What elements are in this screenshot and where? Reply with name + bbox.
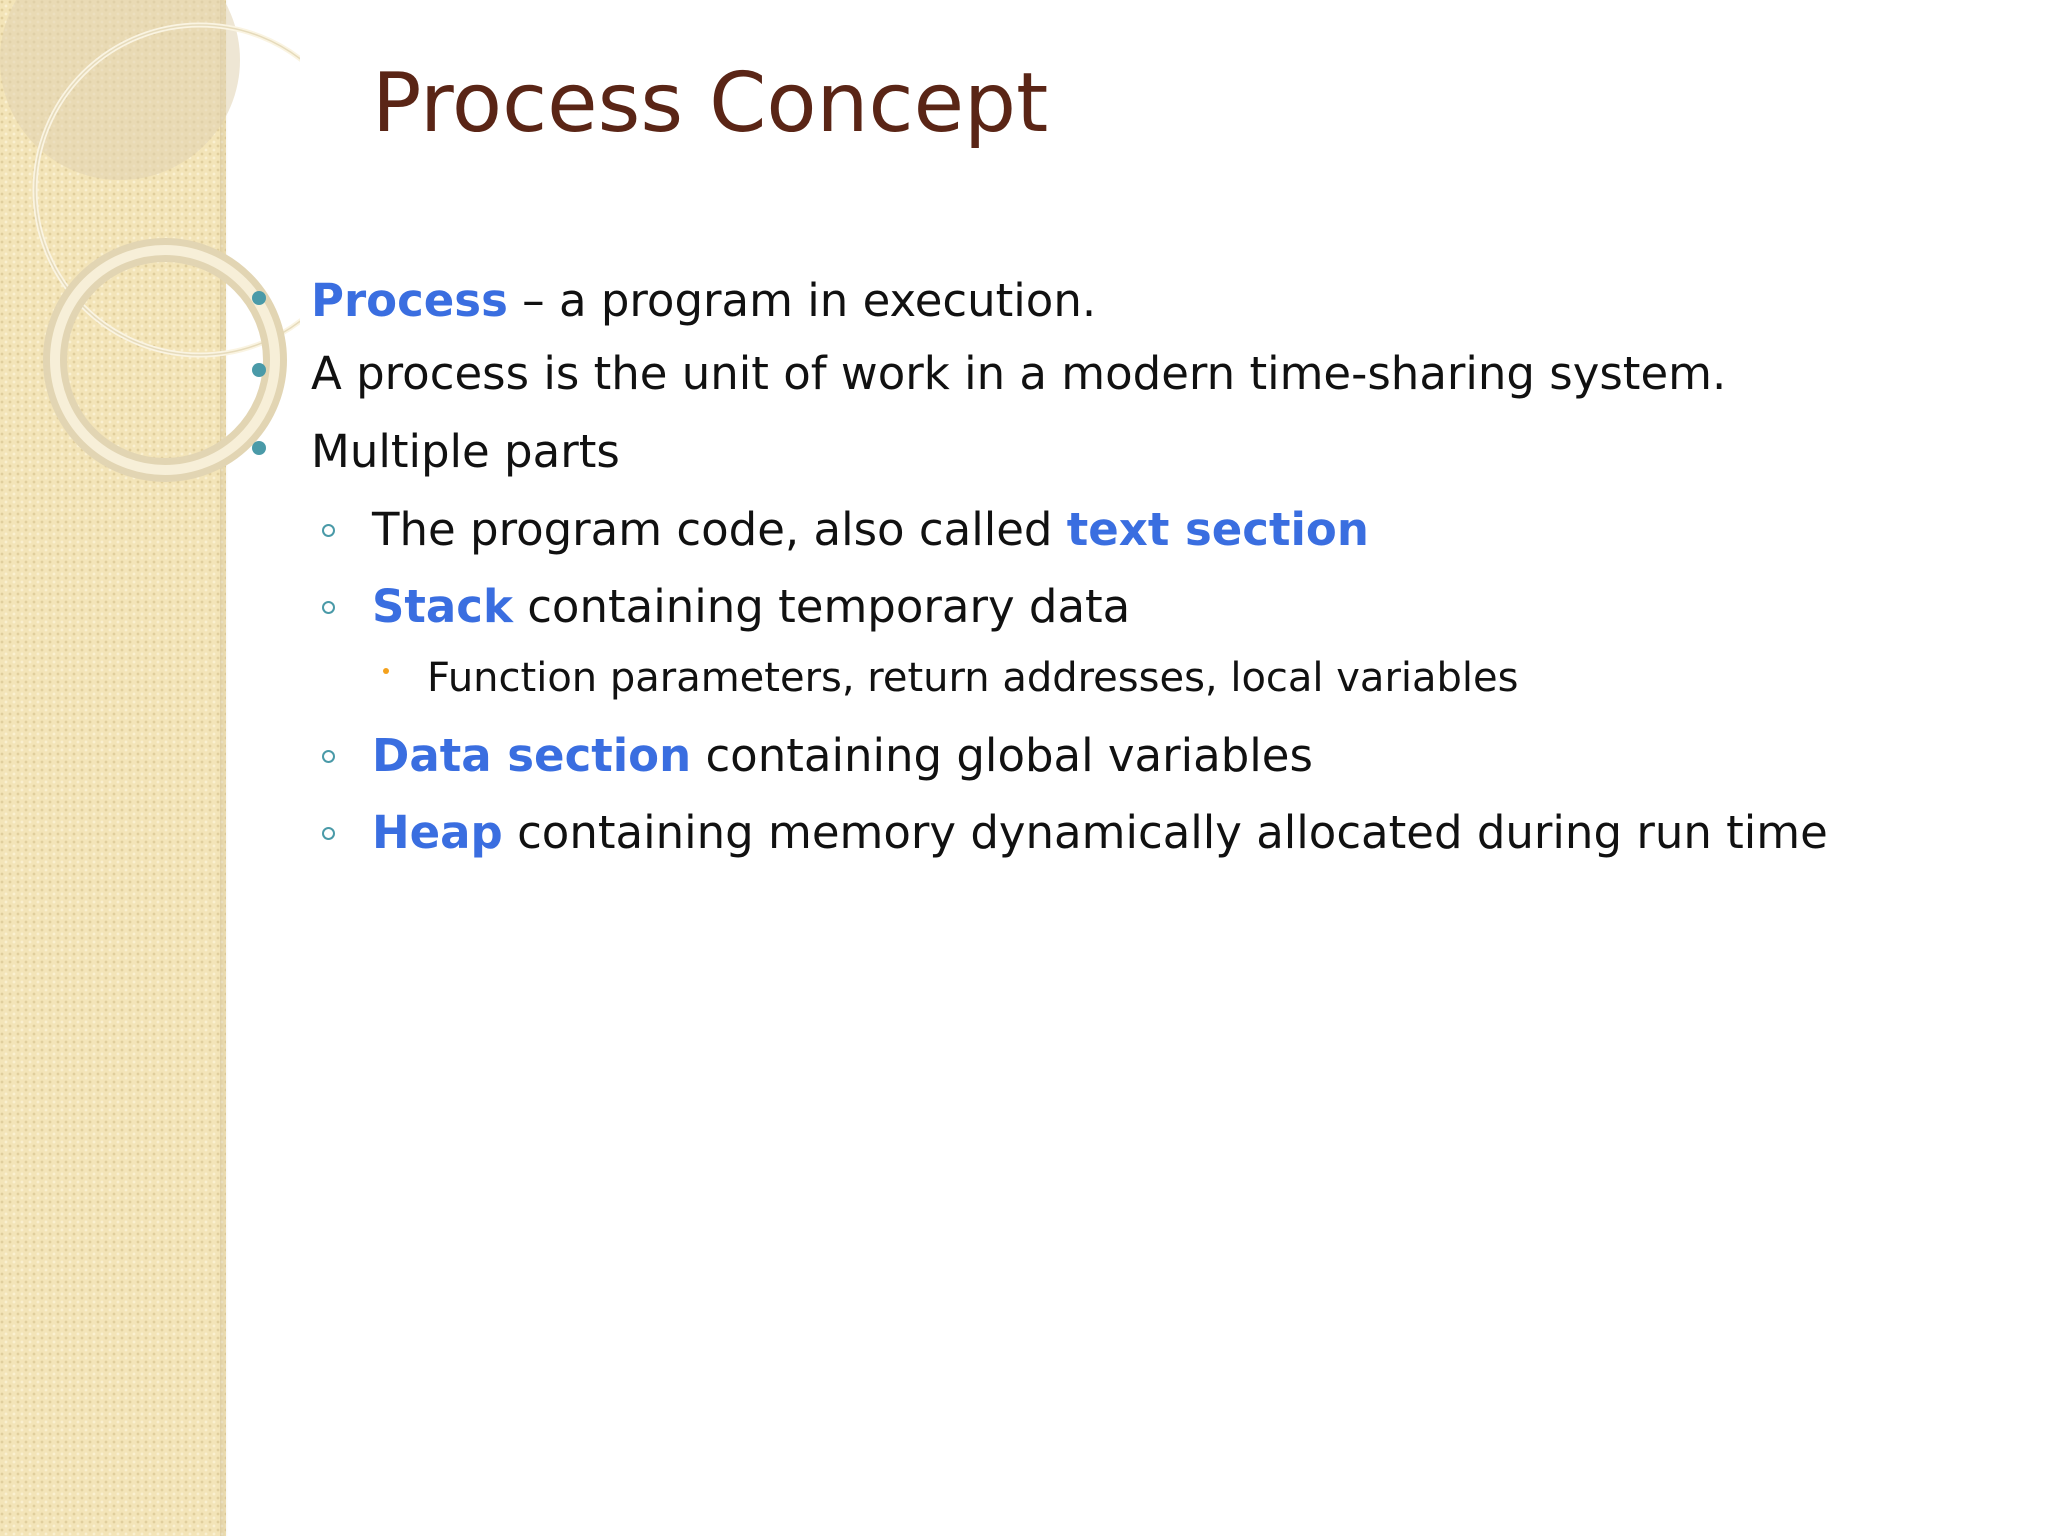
slide-title: Process Concept	[372, 56, 1049, 151]
bullet-text-section	[372, 503, 1369, 556]
bullet-data-section-text: containing global variables	[691, 729, 1313, 782]
bullet-multiple-parts: Multiple parts	[311, 425, 620, 478]
bullet-process-text: – a program in execution.	[507, 274, 1097, 327]
term-text-section: text section	[1066, 503, 1369, 556]
bullet-ring-icon	[322, 827, 335, 840]
bullet-ring-icon	[322, 601, 335, 614]
bullet-heap	[372, 806, 1828, 859]
bullet-stack	[372, 580, 1130, 633]
term-data-section: Data section	[372, 729, 692, 782]
bullet-small-dot-icon	[383, 668, 389, 674]
bullet-function-parameters: Function parameters, return addresses, local variables	[427, 655, 1519, 701]
bullet-dot-icon	[252, 291, 266, 305]
bullet-data-section	[372, 729, 1313, 782]
bullet-dot-icon	[252, 363, 266, 377]
bullet-ring-icon	[322, 524, 335, 537]
bullet-text-section-text: The program code, also called	[372, 503, 1067, 556]
bullet-dot-icon	[252, 441, 266, 455]
bullet-process	[311, 274, 1096, 327]
bullet-stack-text: containing temporary data	[512, 580, 1131, 633]
bullet-unit-of-work: A process is the unit of work in a modern time-sharing system.	[311, 347, 1727, 400]
term-stack: Stack	[372, 580, 513, 633]
term-heap: Heap	[372, 806, 503, 859]
term-process: Process	[311, 274, 508, 327]
bullet-ring-icon	[322, 750, 335, 763]
bullet-heap-text: containing memory dynamically allocated during run time	[502, 806, 1828, 859]
